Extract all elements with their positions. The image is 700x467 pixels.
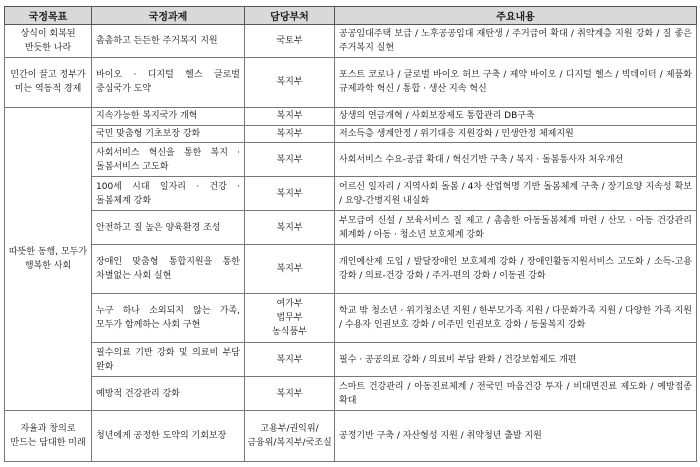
table-row [5, 25, 697, 58]
task-cell: 누구 하나 소외되지 않는 가족, 모두가 함께하는 사회 구현 [92, 293, 245, 343]
table-row [5, 377, 697, 411]
table-row [5, 57, 697, 107]
task-cell: 청년에게 공정한 도약의 기회보장 [92, 411, 245, 462]
policy-table [4, 6, 697, 462]
dept-cell: 국토부 [245, 25, 335, 58]
task-cell: 지속가능한 복지국가 개혁 [92, 107, 245, 125]
dept-cell: 복지부 [245, 245, 335, 294]
dept-cell: 여가부 법무부 농식품부 [245, 293, 335, 343]
dept-cell: 복지부 [245, 57, 335, 107]
content-cell: 필수 · 공공의료 강화 / 의료비 부담 완화 / 건강보험제도 개편 [335, 343, 697, 377]
goal-cell: 자율과 창의로 만드는 담대한 미래 [5, 411, 92, 462]
header-task: 국정과제 [92, 7, 245, 25]
content-cell: 포스트 코로나 / 글로벌 바이오 허브 구축 / 제약 바이오 / 디지털 헬스 / 빅데이터 / 제품화 규제과학 혁신 / 통합 · 생산 지속 혁신 [335, 57, 697, 107]
task-cell: 안전하고 질 높은 양육환경 조성 [92, 211, 245, 245]
content-cell: 개인예산제 도입 / 발달장애인 보호체계 강화 / 장애인활동지원서비스 고도화 / 소득-고용 강화 / 의료-건강 강화 / 주거-편의 강화 / 이동권 강화 [335, 245, 697, 294]
content-cell: 어르신 일자리 / 지역사회 돌봄 / 4차 산업혁명 기반 돌봄체계 구축 / 장기요양 지속성 확보 / 요양-간병지원 내실화 [335, 177, 697, 211]
table-row [5, 143, 697, 177]
dept-cell: 복지부 [245, 125, 335, 143]
dept-cell: 복지부 [245, 177, 335, 211]
content-cell: 공정기반 구축 / 자산형성 지원 / 취약청년 출발 지원 [335, 411, 697, 462]
table-row [5, 125, 697, 143]
table-row [5, 293, 697, 343]
dept-cell: 복지부 [245, 343, 335, 377]
content-cell: 공공임대주택 보급 / 노후공공임대 재탄생 / 주거급여 확대 / 취약계층 지원 강화 / 질 좋은 주거복지 실현 [335, 25, 697, 58]
content-cell: 저소득층 생계안정 / 위기대응 지원강화 / 민생안정 체제지원 [335, 125, 697, 143]
task-cell: 필수의료 기반 강화 및 의료비 부담 완화 [92, 343, 245, 377]
header-row [5, 7, 697, 25]
task-cell: 국민 맞춤형 기초보장 강화 [92, 125, 245, 143]
goal-cell: 따뜻한 동행, 모두가 행복한 사회 [5, 107, 92, 411]
table-row [5, 245, 697, 294]
dept-cell: 복지부 [245, 143, 335, 177]
table-row [5, 107, 697, 125]
task-cell: 촘촘하고 든든한 주거복지 지원 [92, 25, 245, 58]
dept-cell: 복지부 [245, 211, 335, 245]
header-goal: 국정목표 [5, 7, 92, 25]
task-cell: 100세 시대 일자리 · 건강 · 돌봄체계 강화 [92, 177, 245, 211]
content-cell: 학교 밖 청소년 · 위기청소년 지원 / 한부모가족 지원 / 다문화가족 지원 / 다양한 가족 지원 / 수용자 인권보호 강화 / 이주민 인권보호 강화 / 동물복지 강화 [335, 293, 697, 343]
table-row [5, 343, 697, 377]
task-cell: 예방적 건강관리 강화 [92, 377, 245, 411]
table-row [5, 211, 697, 245]
goal-cell: 민간이 끌고 정부가 미는 역동적 경제 [5, 57, 92, 107]
table-row [5, 411, 697, 462]
dept-cell: 복지부 [245, 377, 335, 411]
header-dept: 담당부처 [245, 7, 335, 25]
goal-cell: 상식이 회복된 반듯한 나라 [5, 25, 92, 58]
task-cell: 바이오 · 디지털 헬스 글로벌 중심국가 도약 [92, 57, 245, 107]
content-cell: 사회서비스 수요-공급 확대 / 혁신기반 구축 / 복지 · 돌봄통사자 처우개선 [335, 143, 697, 177]
header-content: 주요내용 [335, 7, 697, 25]
table-row [5, 177, 697, 211]
task-cell: 장애인 맞춤형 통합지원을 통한 차별없는 사회 실현 [92, 245, 245, 294]
content-cell: 상생의 연금개혁 / 사회보장제도 통합관리 DB구축 [335, 107, 697, 125]
dept-cell: 고용부/권익위/금융위/복지부/국조실 [245, 411, 335, 462]
content-cell: 부모급여 신설 / 보육서비스 질 제고 / 촘촘한 아동돌봄체계 마련 / 산모 · 아동 건강관리 체계화 / 아동 · 청소년 보호체계 강화 [335, 211, 697, 245]
content-cell: 스마트 건강관리 / 아동진료체계 / 전국민 마음건강 투자 / 비대면진료 제도화 / 예방접종 확대 [335, 377, 697, 411]
task-cell: 사회서비스 혁신을 통한 복지 · 돌봄서비스 고도화 [92, 143, 245, 177]
dept-cell: 복지부 [245, 107, 335, 125]
